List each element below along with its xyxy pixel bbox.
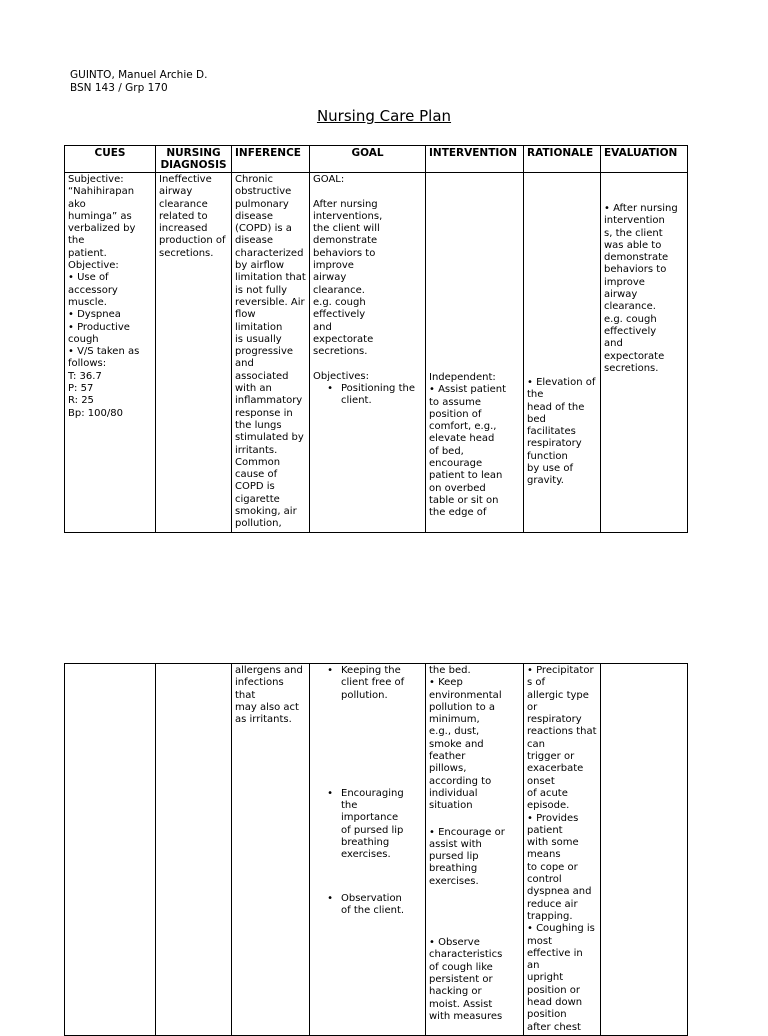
goal-text: GOAL: After nursing interventions, the client will demonstrate behaviors to improve airway clearance. e.g. cough effectively and expectorate secretions. Objectives:	[313, 174, 383, 382]
col-header-nursing-diagnosis: NURSING DIAGNOSIS	[156, 146, 232, 173]
student-section: BSN 143 / Grp 170	[70, 82, 168, 94]
goal-cell	[310, 664, 426, 1036]
rationale-cell	[524, 173, 601, 533]
bullet-icon: •	[327, 892, 333, 904]
intervention-cell	[426, 664, 524, 1036]
intervention-text-2: • Encourage or assist with pursed lip breathing exercises.	[429, 826, 505, 887]
intervention-text-1: the bed. • Keep environmental pollution to a minimum, e.g., dust, smoke and feather pillows, according to individual situation	[429, 665, 502, 812]
goal-bullet-text: Observation of the client.	[341, 892, 405, 916]
inference-cell: Chronic obstructive pulmonary disease (COPD) is a disease characterized by airflow limitation that is not fully reversible. Air flow limitation is usually progressive and associated with an inflammatory response in the lungs stimulated by irritants. Common cause of COPD is cigarette smoking, air pollution,	[232, 173, 310, 533]
diagnosis-cell: Ineffective airway clearance related to increased production of secretions.	[156, 173, 232, 533]
inference-cell: allergens and infections that may also act as irritants.	[232, 664, 310, 1036]
rationale-text: • Elevation of the head of the bed facilitates respiratory function by use of gravity.	[527, 377, 596, 487]
col-header-inference: INFERENCE	[232, 146, 310, 173]
col-header-intervention: INTERVENTION	[426, 146, 524, 173]
table-row	[65, 173, 688, 533]
care-plan-table-2	[64, 663, 688, 1036]
evaluation-cell	[601, 664, 688, 1036]
table-header-row	[65, 146, 688, 173]
student-header	[70, 69, 207, 95]
student-name: GUINTO, Manuel Archie D.	[70, 69, 208, 81]
bullet-icon: •	[327, 665, 333, 676]
table-row	[65, 664, 688, 1036]
cues-cell	[65, 664, 156, 1036]
cues-cell: Subjective: “Nahihirapan ako huminga” as verbalized by the patient. Objective: • Use of accessory muscle. • Dyspnea • Productive cough • V/S taken as follows: T: 36.7 P: 57 R: 25 Bp: 100/80	[65, 173, 156, 533]
intervention-text-3: • Observe characteristics of cough like persistent or hacking or moist. Assist with measures	[429, 937, 503, 1022]
col-header-evaluation: EVALUATION	[601, 146, 688, 173]
intervention-cell	[426, 173, 524, 533]
goal-cell	[310, 173, 426, 533]
diagnosis-cell	[156, 664, 232, 1036]
goal-bullet-text: Keeping the client free of pollution.	[341, 665, 405, 701]
goal-bullet	[313, 788, 422, 862]
goal-bullet	[313, 383, 422, 408]
col-header-rationale: RATIONALE	[524, 146, 601, 173]
col-header-cues: CUES	[65, 146, 156, 173]
goal-bullet	[313, 893, 422, 918]
care-plan-table-1	[64, 145, 688, 533]
evaluation-text: • After nursing intervention s, the client was able to demonstrate behaviors to improve airway clearance. e.g. cough effectively and expectorate secretions.	[604, 203, 678, 374]
col-header-goal: GOAL	[310, 146, 426, 173]
bullet-icon: •	[327, 787, 333, 799]
goal-bullet-text: Positioning the client.	[341, 383, 415, 407]
intervention-text: Independent: • Assist patient to assume position of comfort, e.g., elevate head of bed, encourage patient to lean on overbed table or sit on the edge of	[429, 372, 507, 519]
goal-bullet-text: Encouraging the importance of pursed lip breathing exercises.	[341, 787, 404, 861]
goal-bullet	[313, 665, 422, 702]
rationale-cell: • Precipitator s of allergic type or respiratory reactions that can trigger or exacerbate onset of acute episode. • Provides patient with some means to cope or control dyspnea and reduce air trapping. • Coughing is most effective in an upright position or head down position after chest	[524, 664, 601, 1036]
page-title: Nursing Care Plan	[316, 107, 452, 125]
evaluation-cell	[601, 173, 688, 533]
bullet-icon: •	[327, 383, 333, 395]
